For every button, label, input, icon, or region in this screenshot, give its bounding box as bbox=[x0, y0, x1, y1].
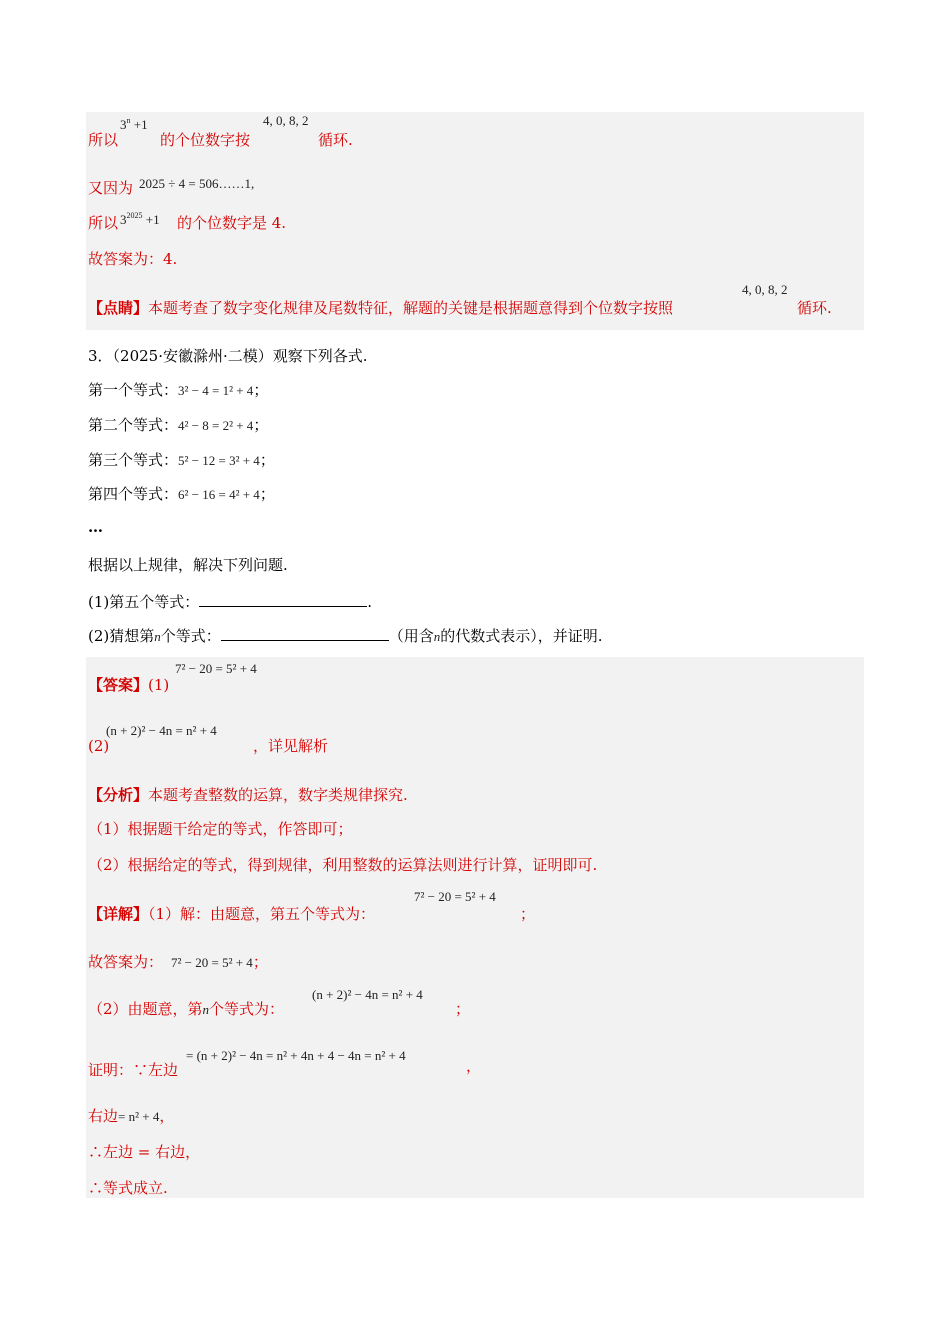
eq-end: ； bbox=[259, 485, 275, 503]
analysis-p2: （2）根据给定的等式，得到规律，利用整数的运算法则进行计算，证明即可. bbox=[88, 856, 598, 874]
details-3-end: ； bbox=[455, 1000, 471, 1018]
var-n: n bbox=[202, 1002, 210, 1017]
math-3n-plus-1 bbox=[120, 117, 148, 133]
expr-exp: n bbox=[126, 116, 131, 125]
details-line-1 bbox=[88, 904, 375, 924]
details-1-end: ； bbox=[520, 905, 536, 923]
text: 所以 bbox=[88, 214, 119, 232]
answer-blank[interactable] bbox=[199, 592, 367, 607]
details-text: （2）由题意，第 bbox=[88, 1000, 203, 1018]
eq-label: 第二个等式： bbox=[88, 416, 179, 434]
details-1-expr: 7² − 20 = 5² + 4 bbox=[414, 889, 496, 904]
text: 又因为 bbox=[88, 179, 134, 197]
math-3-2025-plus-1 bbox=[120, 212, 160, 228]
details-3-expr: (n + 2)² − 4n = n² + 4 bbox=[312, 987, 423, 1002]
equation-2 bbox=[88, 415, 268, 436]
part-text: (2)猜想第 bbox=[88, 627, 155, 645]
solution-line-cycle-text bbox=[160, 130, 250, 150]
expr-base: 3 bbox=[120, 117, 127, 132]
part-end: . bbox=[367, 593, 373, 611]
cycle-suffix: 循环. bbox=[318, 131, 353, 149]
equation-1 bbox=[88, 380, 268, 401]
solution-line-division bbox=[88, 178, 133, 198]
expr-tail: +1 bbox=[133, 117, 148, 132]
comment-cycle: 4, 0, 8, 2 bbox=[742, 282, 788, 297]
answer-blank[interactable] bbox=[221, 626, 389, 641]
eq-expr: 3² − 4 = 1² + 4 bbox=[178, 383, 254, 398]
analysis-p1: （1）根据题干给定的等式，作答即可； bbox=[88, 820, 353, 838]
comment-suffix: 循环. bbox=[797, 299, 832, 317]
text: 所以 bbox=[88, 131, 119, 149]
eq-expr: 6² − 16 = 4² + 4 bbox=[178, 487, 260, 502]
part-text: 个等式： bbox=[160, 627, 221, 645]
question-header: 3．（2025·安徽滁州·二模）观察下列各式. bbox=[88, 347, 368, 365]
expr-base: 3 bbox=[120, 212, 127, 227]
details-end: ； bbox=[252, 953, 268, 971]
answer-1-expr: 7² − 20 = 5² + 4 bbox=[175, 661, 257, 676]
answer-label: 【答案】 bbox=[88, 676, 149, 694]
equation-4 bbox=[88, 484, 275, 505]
expr-tail: +1 bbox=[145, 212, 160, 227]
answer-2-expr: (n + 2)² − 4n = n² + 4 bbox=[106, 723, 217, 738]
details-text: 右边 bbox=[88, 1107, 119, 1125]
solution-line-cycle bbox=[88, 130, 118, 150]
details-text: 个等式为： bbox=[209, 1000, 285, 1018]
details-4-end: ， bbox=[466, 1057, 482, 1075]
part-1-question bbox=[88, 592, 372, 612]
var-n: n bbox=[154, 629, 161, 644]
part-text: (1)第五个等式： bbox=[88, 593, 200, 611]
eq-end: ； bbox=[253, 381, 269, 399]
eq-expr: 5² − 12 = 3² + 4 bbox=[178, 453, 260, 468]
eq-expr: 4² − 8 = 2² + 4 bbox=[178, 418, 254, 433]
details-expr: = n² + 4 bbox=[118, 1109, 160, 1124]
var-n: n bbox=[433, 629, 441, 644]
text: 的个位数字按 bbox=[160, 131, 251, 149]
details-line-3 bbox=[88, 999, 284, 1020]
expr-exp: 2025 bbox=[126, 211, 143, 220]
part-text: 的代数式表示），并证明. bbox=[440, 627, 603, 645]
ellipsis: … bbox=[88, 518, 103, 536]
details-4-expr: = (n + 2)² − 4n = n² + 4n + 4 − 4n = n² + 4 bbox=[186, 1048, 406, 1063]
eq-label: 第一个等式： bbox=[88, 381, 179, 399]
equation-3 bbox=[88, 450, 275, 471]
details-line-5 bbox=[88, 1106, 174, 1127]
details-line-2 bbox=[88, 952, 268, 973]
analysis-text: 本题考查整数的运算，数字类规律探究. bbox=[148, 786, 408, 804]
eq-label: 第四个等式： bbox=[88, 485, 179, 503]
instruction: 根据以上规律，解决下列问题. bbox=[88, 556, 288, 574]
answer-num: (1) bbox=[148, 676, 170, 694]
answer-line-1 bbox=[88, 675, 169, 695]
answer-line-2: (2) bbox=[88, 737, 110, 755]
details-label: 【详解】 bbox=[88, 905, 149, 923]
details-text: 故答案为： bbox=[88, 953, 164, 971]
part-2-question bbox=[88, 626, 603, 647]
comment-text: 本题考查了数字变化规律及尾数特征，解题的关键是根据题意得到个位数字按照 bbox=[148, 299, 674, 317]
cycle-values: 4, 0, 8, 2 bbox=[263, 113, 309, 128]
answer-2-tail: ，详见解析 bbox=[253, 737, 329, 755]
comment-label: 【点睛】 bbox=[88, 299, 149, 317]
details-text: （1）解：由题意，第五个等式为： bbox=[148, 905, 376, 923]
details-end: ， bbox=[159, 1107, 175, 1125]
eq-label: 第三个等式： bbox=[88, 451, 179, 469]
answer-line-prev: 故答案为：4. bbox=[88, 250, 178, 268]
division-expr: 2025 ÷ 4 = 506……1, bbox=[139, 176, 255, 191]
comment-line bbox=[88, 298, 673, 318]
details-expr: 7² − 20 = 5² + 4 bbox=[171, 955, 253, 970]
part-text: （用含 bbox=[388, 627, 434, 645]
analysis-label: 【分析】 bbox=[88, 786, 149, 804]
details-line-7: ∴等式成立. bbox=[88, 1179, 168, 1197]
details-line-6: ∴左边 = 右边， bbox=[88, 1143, 201, 1161]
details-line-4: 证明：∵左边 bbox=[88, 1061, 179, 1079]
analysis-line bbox=[88, 785, 408, 805]
solution-line-unit-digit bbox=[88, 213, 118, 233]
unit-digit-text: 的个位数字是 4. bbox=[177, 214, 287, 232]
eq-end: ； bbox=[259, 451, 275, 469]
eq-end: ； bbox=[253, 416, 269, 434]
